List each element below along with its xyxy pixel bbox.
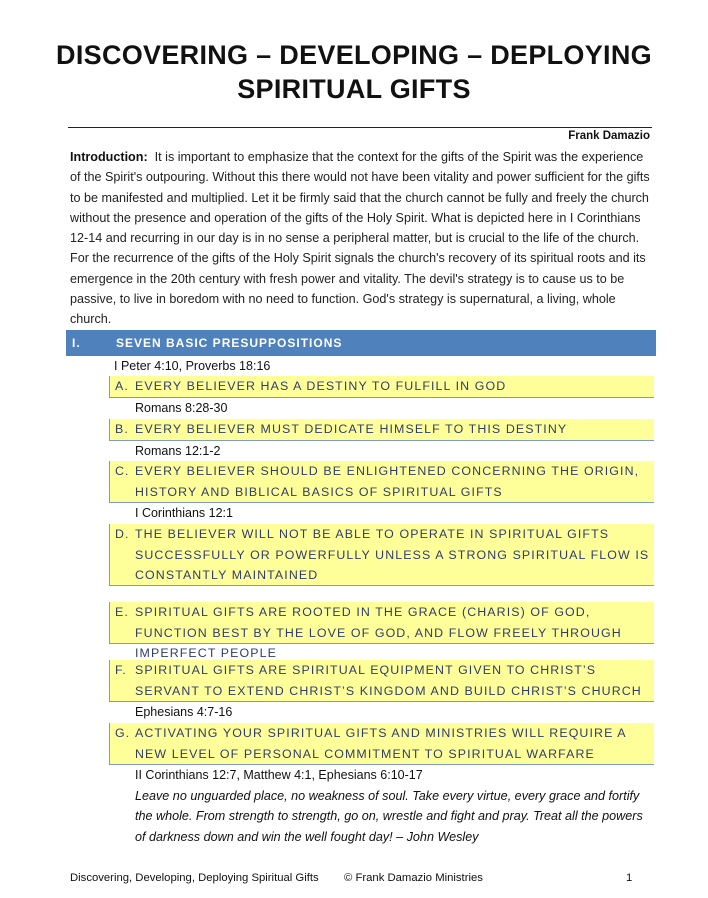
page-title: [40, 38, 668, 106]
title-line-2: SPIRITUAL GIFTS: [237, 74, 471, 104]
list-item-a: [109, 376, 654, 398]
item-c-reference: I Corinthians 12:1: [135, 506, 233, 520]
footer-copyright: © Frank Damazio Ministries: [344, 872, 483, 884]
item-letter: C.: [115, 464, 130, 478]
item-letter: E.: [115, 605, 129, 619]
list-item-f: [109, 660, 654, 702]
item-letter: G.: [115, 726, 131, 740]
list-item-b: [109, 419, 654, 441]
introduction-paragraph: [70, 147, 654, 330]
item-f-reference: Ephesians 4:7-16: [135, 705, 233, 719]
item-b-reference: Romans 12:1-2: [135, 444, 221, 458]
item-text: EVERY BELIEVER MUST DEDICATE HIMSELF TO THIS DESTINY: [135, 422, 568, 436]
item-text: ACTIVATING YOUR SPIRITUAL GIFTS AND MINISTRIES WILL REQUIRE A NEW LEVEL OF PERSONAL COMMITMENT TO SPIRITUAL WARFARE: [135, 726, 626, 761]
item-a-reference: Romans 8:28-30: [135, 401, 228, 415]
introduction-text: It is important to emphasize that the context for the gifts of the Spirit was the experience of the Spirit's outpouring. Without this there would not have been vitality and power sufficient for the gifts to be manifested and multiplied. Let it be firmly said that the church cannot be fully and freely the church without the presence and operation of the gifts of the Holy Spirit. What is depicted here in I Corinthians 12-14 and recurring in our day is in no sense a peripheral matter, but is crucial to the life of the church. For the recurrence of the gifts of the Holy Spirit signals the church's recovery of its spiritual roots and its emergence in the 20th century with fresh power and vitality. The devil's strategy is to cause us to be passive, to live in boredom with no need to function. God's strategy is supernatural, a living, whole church.: [70, 150, 650, 327]
item-letter: B.: [115, 422, 129, 436]
item-letter: A.: [115, 379, 129, 393]
item-text: SPIRITUAL GIFTS ARE ROOTED IN THE GRACE (CHARIS) OF GOD, FUNCTION BEST BY THE LOVE OF GOD, AND FLOW FREELY THROUGH IMPERFECT PEOPLE: [135, 605, 622, 660]
list-item-e: [109, 602, 654, 660]
introduction-label: Introduction:: [70, 150, 148, 164]
title-divider: [68, 127, 652, 128]
list-item-d: [109, 524, 654, 586]
footer-page-number: 1: [626, 872, 633, 884]
section-title: SEVEN BASIC PRESUPPOSITIONS: [116, 336, 343, 350]
item-letter: F.: [115, 663, 127, 677]
item-text: EVERY BELIEVER HAS A DESTINY TO FULFILL IN GOD: [135, 379, 507, 393]
footer-document-title: Discovering, Developing, Deploying Spiritual Gifts: [70, 872, 319, 884]
item-text: EVERY BELIEVER SHOULD BE ENLIGHTENED CONCERNING THE ORIGIN, HISTORY AND BIBLICAL BASICS OF SPIRITUAL GIFTS: [135, 464, 640, 499]
item-text: SPIRITUAL GIFTS ARE SPIRITUAL EQUIPMENT GIVEN TO CHRIST’S SERVANT TO EXTEND CHRIST’S KINGDOM AND BUILD CHRIST’S CHURCH: [135, 663, 642, 698]
list-item-g: [109, 723, 654, 765]
section-reference: I Peter 4:10, Proverbs 18:16: [114, 359, 271, 373]
author-name: Frank Damazio: [568, 130, 650, 142]
title-line-1: DISCOVERING – DEVELOPING – DEPLOYING: [56, 40, 652, 70]
section-number: I.: [72, 336, 81, 350]
item-letter: D.: [115, 527, 130, 541]
list-item-c: [109, 461, 654, 503]
section-heading: [66, 330, 656, 356]
wesley-quote: Leave no unguarded place, no weakness of soul. Take every virtue, every grace and fortify the whole. From strength to strength, go on, wrestle and fight and pray. Treat all the powers of darkness down and win the well fought day! – John Wesley: [135, 789, 643, 844]
item-g-reference: II Corinthians 12:7, Matthew 4:1, Ephesians 6:10-17: [135, 768, 423, 782]
item-text: THE BELIEVER WILL NOT BE ABLE TO OPERATE IN SPIRITUAL GIFTS SUCCESSFULLY OR POWERFULLY UNLESS A STRONG SPIRITUAL FLOW IS CONSTANTLY MAINTAINED: [135, 527, 650, 582]
